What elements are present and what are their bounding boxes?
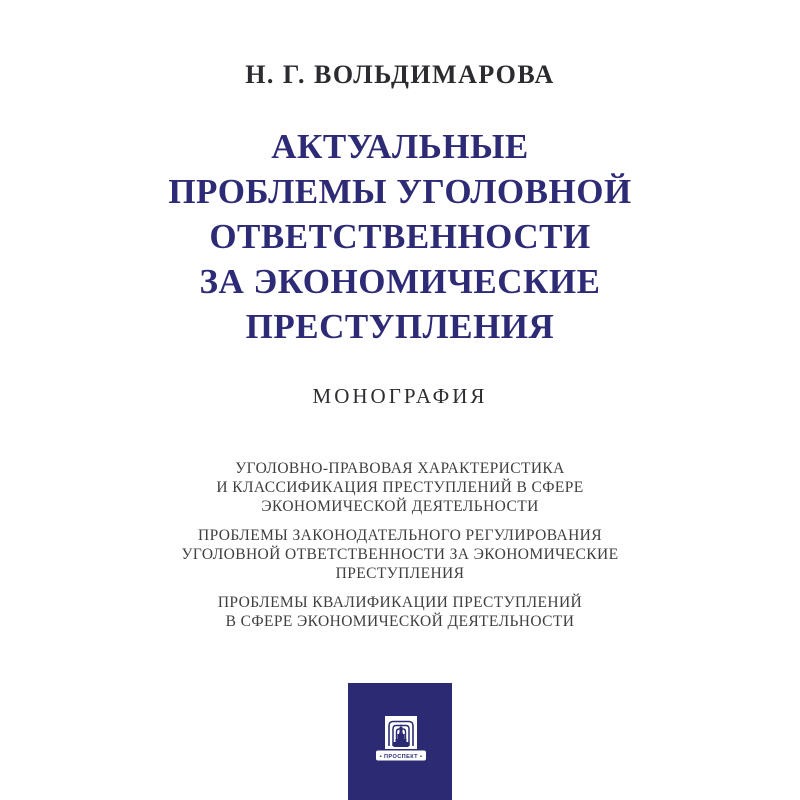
title-line: ПРОБЛЕМЫ УГОЛОВНОЙ xyxy=(168,172,632,211)
topic-line: УГОЛОВНОЙ ОТВЕТСТВЕННОСТИ ЗА ЭКОНОМИЧЕСКИЕ xyxy=(181,546,619,563)
publisher-name-text: • ПРОСПЕКТ • xyxy=(379,753,423,760)
topic-line: УГОЛОВНО-ПРАВОВАЯ ХАРАКТЕРИСТИКА xyxy=(235,460,565,477)
topic-line: ПРОБЛЕМЫ КВАЛИФИКАЦИИ ПРЕСТУПЛЕНИЙ xyxy=(217,594,583,611)
topic-item xyxy=(0,526,800,583)
title-line: АКТУАЛЬНЫЕ xyxy=(271,127,529,166)
prospekt-logo-icon xyxy=(348,683,452,800)
topic-line: И КЛАССИФИКАЦИЯ ПРЕСТУПЛЕНИЙ В СФЕРЕ xyxy=(216,479,584,496)
title-line: ПРЕСТУПЛЕНИЯ xyxy=(245,307,555,346)
topic-item xyxy=(0,459,800,516)
topic-line: ЭКОНОМИЧЕСКОЙ ДЕЯТЕЛЬНОСТИ xyxy=(261,498,539,515)
title-line: ЗА ЭКОНОМИЧЕСКИЕ xyxy=(199,262,601,301)
subtitle-monograph: МОНОГРАФИЯ xyxy=(312,384,488,408)
title-line: ОТВЕТСТВЕННОСТИ xyxy=(209,217,591,256)
publisher-logo xyxy=(348,683,452,800)
book-title xyxy=(0,124,800,349)
author-name: Н. Г. ВОЛЬДИМАРОВА xyxy=(245,60,555,89)
topic-line: ПРЕСТУПЛЕНИЯ xyxy=(335,565,465,582)
topic-line: В СФЕРЕ ЭКОНОМИЧЕСКОЙ ДЕЯТЕЛЬНОСТИ xyxy=(225,613,575,630)
topic-item xyxy=(0,593,800,631)
topics-list xyxy=(0,459,800,641)
topic-line: ПРОБЛЕМЫ ЗАКОНОДАТЕЛЬНОГО РЕГУЛИРОВАНИЯ xyxy=(197,527,603,544)
